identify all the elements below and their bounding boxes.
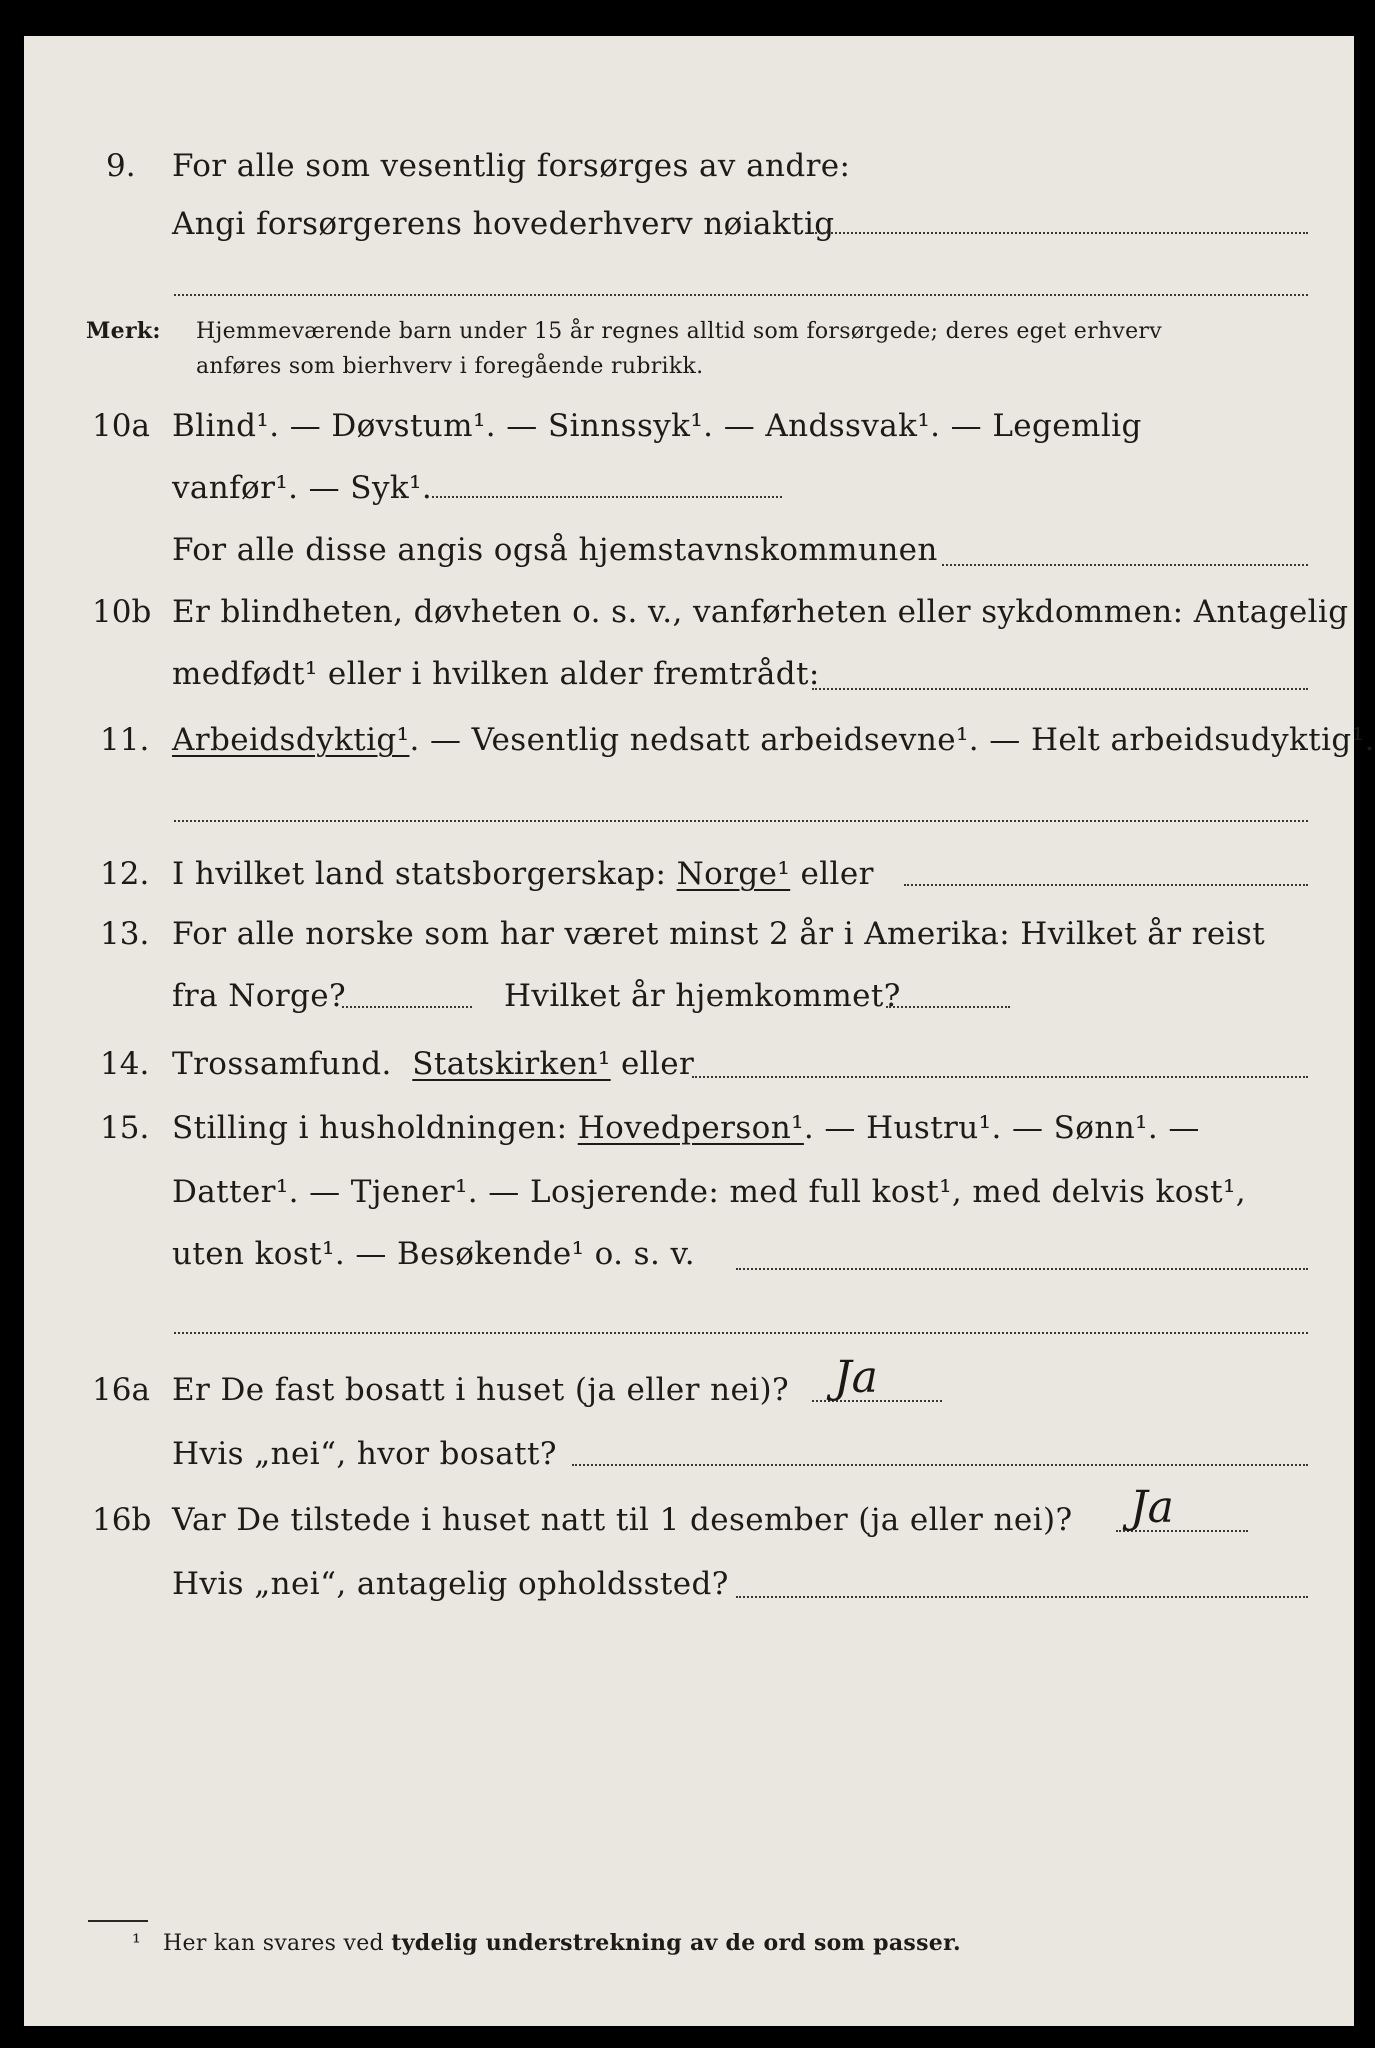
q16b-line1: Var De tilstede i huset natt til 1 desember (ja eller nei)? bbox=[172, 1502, 1073, 1538]
q11-answer-line[interactable] bbox=[174, 820, 1308, 822]
q16a-where-line[interactable] bbox=[572, 1464, 1308, 1466]
q12-answer-line[interactable] bbox=[904, 884, 1308, 886]
census-form-page bbox=[24, 36, 1375, 2026]
q15-line1 bbox=[172, 1110, 1200, 1146]
q16a-handwritten-answer: Ja bbox=[834, 1352, 878, 1403]
q12-number: 12. bbox=[100, 856, 150, 892]
merk-line2: anføres som bierhverv i foregående rubrikk. bbox=[196, 354, 704, 379]
q11-line bbox=[172, 722, 1375, 758]
q9-answer-line[interactable] bbox=[812, 232, 1308, 234]
q15-answer-line[interactable] bbox=[736, 1268, 1308, 1270]
q9-line1: For alle som vesentlig forsørges av andre: bbox=[172, 148, 851, 184]
q14-eller: eller bbox=[620, 1046, 695, 1082]
merk-line1: Hjemmeværende barn under 15 år regnes alltid som forsørgede; deres eget erhverv bbox=[196, 319, 1162, 344]
q13-year-left-line[interactable] bbox=[342, 1006, 472, 1008]
q12-line bbox=[172, 856, 874, 892]
q15-answer-line2[interactable] bbox=[174, 1332, 1308, 1334]
q11-option-arbeidsdyktig[interactable]: Arbeidsdyktig¹ bbox=[172, 722, 410, 758]
q11-number: 11. bbox=[100, 722, 150, 758]
q16b-number: 16b bbox=[92, 1502, 152, 1538]
q13-line2b: Hvilket år hjemkommet? bbox=[504, 978, 901, 1014]
q11-rest: . — Vesentlig nedsatt arbeidsevne¹. — Helt arbeidsudyktig¹. bbox=[409, 722, 1375, 758]
q15-option-hovedperson[interactable]: Hovedperson¹ bbox=[577, 1110, 804, 1146]
q15-rest1: . — Hustru¹. — Sønn¹. — bbox=[803, 1110, 1200, 1146]
q16a-line2: Hvis „nei“, hvor bosatt? bbox=[172, 1436, 557, 1472]
q9-answer-line2[interactable] bbox=[174, 294, 1308, 296]
q10a-line1: Blind¹. — Døvstum¹. — Sinnssyk¹. — Andssvak¹. — Legemlig bbox=[172, 408, 1142, 444]
q16b-line2: Hvis „nei“, antagelig opholdssted? bbox=[172, 1566, 729, 1602]
q14-question: Trossamfund. bbox=[172, 1046, 392, 1082]
footnote-text-bold: tydelig understrekning av de ord som passer. bbox=[391, 1930, 961, 1956]
q14-option-statskirken[interactable]: Statskirken¹ bbox=[412, 1046, 611, 1082]
q16a-line1: Er De fast bosatt i huset (ja eller nei)? bbox=[172, 1372, 790, 1408]
q9-line2: Angi forsørgerens hovederhverv nøiaktig bbox=[172, 206, 835, 242]
q10a-line2: vanfør¹. — Syk¹. bbox=[172, 470, 433, 506]
q16a-number: 16a bbox=[92, 1372, 150, 1408]
q10a-number: 10a bbox=[92, 408, 150, 444]
q10a-answer-line[interactable] bbox=[432, 496, 782, 498]
q12-option-norge[interactable]: Norge¹ bbox=[676, 856, 791, 892]
q14-line bbox=[172, 1046, 694, 1082]
footnote-rule bbox=[88, 1920, 148, 1922]
q10a-line3: For alle disse angis også hjemstavnskommunen bbox=[172, 532, 938, 568]
q12-eller: eller bbox=[800, 856, 874, 892]
q16b-handwritten-answer: Ja bbox=[1130, 1482, 1174, 1533]
q14-number: 14. bbox=[100, 1046, 150, 1082]
q10b-number: 10b bbox=[92, 594, 152, 630]
q13-line2a: fra Norge? bbox=[172, 978, 347, 1014]
q15-number: 15. bbox=[100, 1110, 150, 1146]
q12-question: I hvilket land statsborgerskap: bbox=[172, 856, 667, 892]
q10a-home-municipality-line[interactable] bbox=[942, 564, 1308, 566]
q15-question: Stilling i husholdningen: bbox=[172, 1110, 568, 1146]
q15-line2: Datter¹. — Tjener¹. — Losjerende: med full kost¹, med delvis kost¹, bbox=[172, 1174, 1247, 1210]
merk-label: Merk: bbox=[86, 318, 161, 344]
q13-line1: For alle norske som har været minst 2 år i Amerika: Hvilket år reist bbox=[172, 916, 1266, 952]
footnote-mark: ¹ bbox=[132, 1931, 142, 1956]
q10b-answer-line[interactable] bbox=[812, 688, 1308, 690]
q14-answer-line[interactable] bbox=[692, 1076, 1308, 1078]
q13-number: 13. bbox=[100, 916, 150, 952]
footnote bbox=[132, 1930, 961, 1956]
q10b-line2: medfødt¹ eller i hvilken alder fremtrådt: bbox=[172, 656, 820, 692]
q10b-line1: Er blindheten, døvheten o. s. v., vanførheten eller sykdommen: Antagelig bbox=[172, 594, 1349, 630]
q13-year-returned-line[interactable] bbox=[886, 1006, 1010, 1008]
footnote-text-plain: Her kan svares ved bbox=[163, 1931, 384, 1956]
q15-line3: uten kost¹. — Besøkende¹ o. s. v. bbox=[172, 1236, 695, 1272]
q16b-where-line[interactable] bbox=[736, 1596, 1308, 1598]
q9-number: 9. bbox=[106, 148, 136, 184]
